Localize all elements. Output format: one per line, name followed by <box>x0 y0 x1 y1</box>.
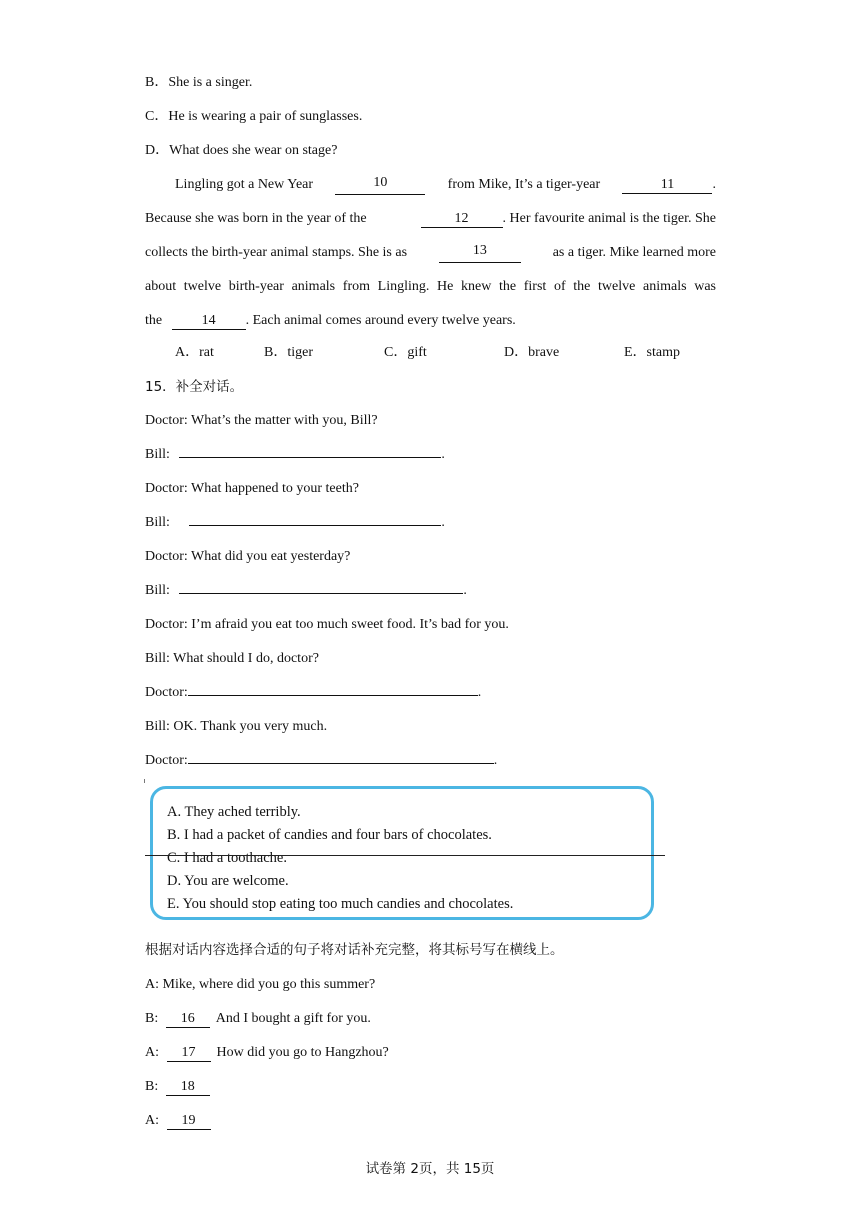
passage-line-5: the 14 . Each animal comes around every twelve years. <box>145 313 516 328</box>
blank-11[interactable]: 11 <box>622 177 712 194</box>
horizontal-rule <box>145 855 665 856</box>
dialog-line: Doctor: . <box>145 753 498 768</box>
dialog-line: Bill: OK. Thank you very much. <box>145 719 328 734</box>
mark <box>144 779 145 783</box>
blank-19[interactable]: 19 <box>167 1113 211 1130</box>
dialog-line: Doctor: I’m afraid you eat too much sweet food. It’s bad for you. <box>145 617 509 632</box>
dialog-line: Bill: . <box>145 447 445 462</box>
choice-b: B. I had a packet of candies and four bars of chocolates. <box>167 827 492 843</box>
answer-blank-4[interactable] <box>188 695 478 696</box>
question-15-title: 15．补全对话。 <box>145 379 244 395</box>
passage-line-3: collects the birth-year animal stamps. She is as 13 as a tiger. Mike learned more <box>145 243 716 263</box>
word-option-a: A．rat <box>175 345 214 360</box>
dialog-line: A: 19 <box>145 1111 211 1131</box>
answer-blank-5[interactable] <box>188 763 494 764</box>
dialog-line: A: Mike, where did you go this summer? <box>145 977 376 992</box>
option-d: D．What does she wear on stage? <box>145 143 338 158</box>
word-option-c: C．gift <box>384 345 427 360</box>
dialog-line: Doctor: What happened to your teeth? <box>145 481 359 496</box>
blank-16[interactable]: 16 <box>166 1011 210 1028</box>
blank-12[interactable]: 12 <box>421 211 503 228</box>
page-footer: 试卷第 2页，共 15页 <box>365 1161 495 1177</box>
passage-line-2: Because she was born in the year of the 12 . Her favourite animal is the tiger. She <box>145 211 716 226</box>
dialog-line: Bill: . <box>145 583 467 598</box>
option-b: B．She is a singer. <box>145 75 253 90</box>
choice-d: D. You are welcome. <box>167 873 289 889</box>
dialog-line: Bill: What should I do, doctor? <box>145 651 319 666</box>
option-c: C．He is wearing a pair of sunglasses. <box>145 109 363 124</box>
blank-10[interactable]: 10 <box>335 175 425 195</box>
answer-blank-2[interactable] <box>189 525 441 526</box>
passage-line-1: Lingling got a New Year 10 from Mike, It’s a tiger-year 11 . <box>175 175 716 195</box>
word-option-e: E．stamp <box>624 345 680 360</box>
dialog-line: B: 18 <box>145 1077 210 1097</box>
dialog-line: Doctor: What’s the matter with you, Bill? <box>145 413 378 428</box>
blank-17[interactable]: 17 <box>167 1045 211 1062</box>
blank-13[interactable]: 13 <box>439 243 521 263</box>
word-option-d: D．brave <box>504 345 560 360</box>
passage-line-4: about twelve birth-year animals from Lingling. He knew the first of the twelve animals was <box>145 279 716 294</box>
choice-a: A. They ached terribly. <box>167 804 301 820</box>
answer-blank-1[interactable] <box>179 457 441 458</box>
answer-blank-3[interactable] <box>179 593 463 594</box>
choice-c: C. I had a toothache. <box>167 850 287 866</box>
word-option-b: B．tiger <box>264 345 313 360</box>
dialog-line: Bill: . <box>145 515 445 530</box>
blank-14[interactable]: 14 <box>172 313 246 330</box>
blank-18[interactable]: 18 <box>166 1079 210 1096</box>
dialog-line: Doctor: . <box>145 685 482 700</box>
dialog-line: Doctor: What did you eat yesterday? <box>145 549 351 564</box>
dialog-line: A: 17 How did you go to Hangzhou? <box>145 1045 389 1060</box>
dialog-line: B: 16 And I bought a gift for you. <box>145 1011 371 1026</box>
instruction: 根据对话内容选择合适的句子将对话补充完整，将其标号写在横线上。 <box>145 942 564 958</box>
choice-e: E. You should stop eating too much candies and chocolates. <box>167 896 514 912</box>
